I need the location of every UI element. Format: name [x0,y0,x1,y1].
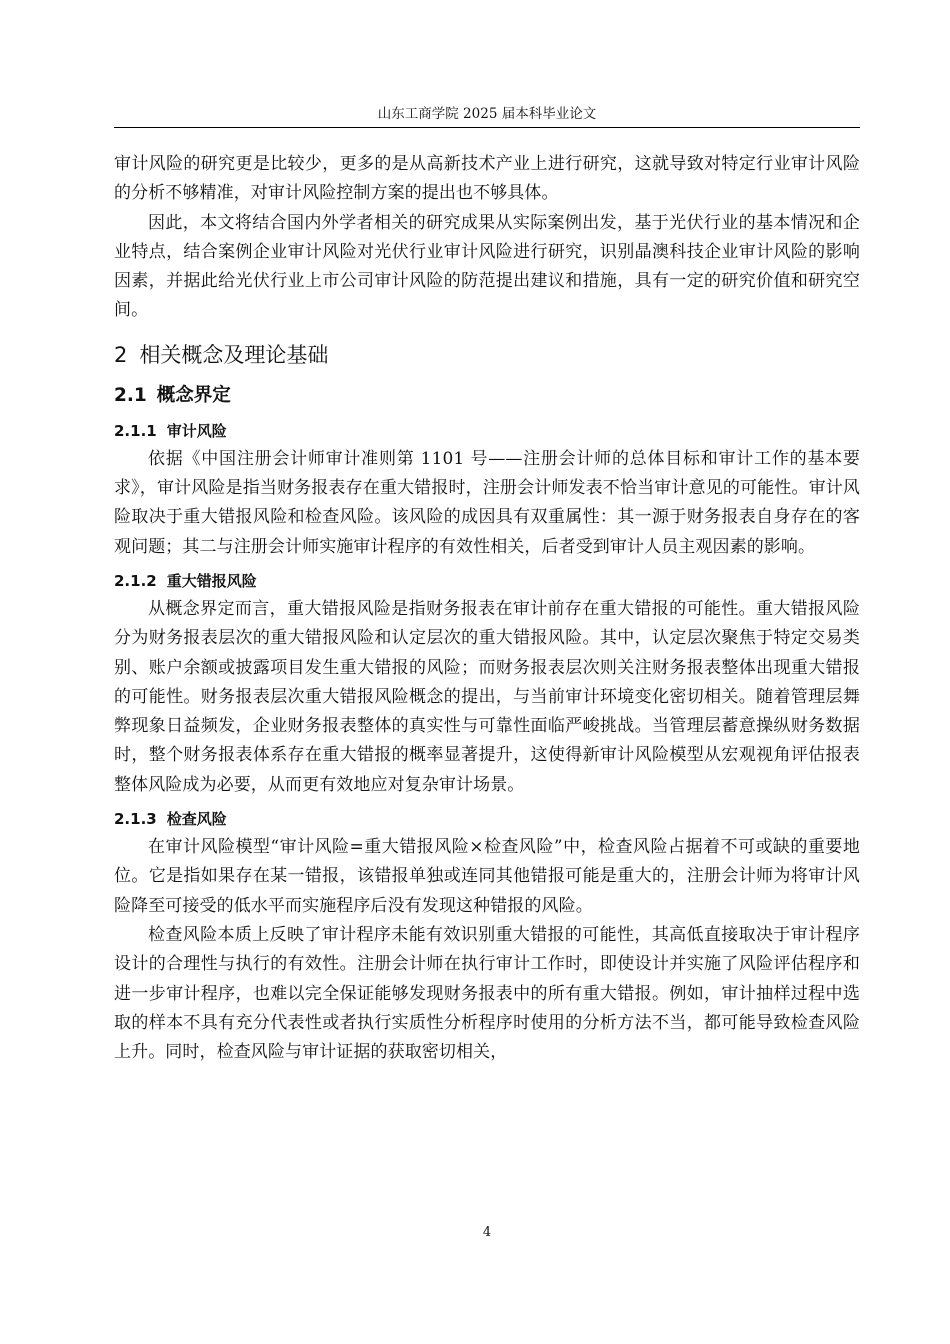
chapter-title: 相关概念及理论基础 [139,342,329,367]
page-body [114,150,860,1067]
body-paragraph: 检查风险本质上反映了审计程序未能有效识别重大错报的可能性，其高低直接取决于审计程序设计的合理性与执行的有效性。注册会计师在执行审计工作时，即使设计并实施了风险评估程序和进一步审计程序，也难以完全保证能够发现财务报表中的所有重大错报。例如，审计抽样过程中选取的样本不具有充分代表性或者执行实质性分析程序时使用的分析方法不当，都可能导致检查风险上升。同时，检查风险与审计证据的获取密切相关， [114,924,860,1063]
subsection-heading-audit-risk [114,418,860,445]
section-number: 2.1 [114,384,147,406]
body-paragraph-continued: 审计风险的研究更是比较少，更多的是从高新技术产业上进行研究，这就导致对特定行业审计风险的分析不够精准，对审计风险控制方案的提出也不够具体。 [114,154,860,204]
subsection-number: 2.1.2 [114,571,157,590]
body-paragraph: 依据《中国注册会计师审计准则第 1101 号——注册会计师的总体目标和审计工作的基本要求》，审计风险是指当财务报表存在重大错报时，注册会计师发表不恰当审计意见的可能性。审计风险取决于重大错报风险和检查风险。该风险的成因具有双重属性：其一源于财务报表自身存在的客观问题；其二与注册会计师实施审计程序的有效性相关，后者受到审计人员主观因素的影响。 [114,448,860,557]
body-paragraph: 从概念界定而言，重大错报风险是指财务报表在审计前存在重大错报的可能性。重大错报风险分为财务报表层次的重大错报风险和认定层次的重大错报风险。其中，认定层次聚焦于特定交易类别、账户余额或披露项目发生重大错报的风险；而财务报表层次则关注财务报表整体出现重大错报的可能性。财务报表层次重大错报风险概念的提出，与当前审计环境变化密切相关。随着管理层舞弊现象日益频发，企业财务报表整体的真实性与可靠性面临严峻挑战。当管理层蓄意操纵财务数据时，整个财务报表体系存在重大错报的概率显著提升，这使得新审计风险模型从宏观视角评估报表整体风险成为必要，从而更有效地应对复杂审计场景。 [114,598,860,795]
subsection-heading-detection-risk [114,806,860,833]
subsection-heading-material-misstatement [114,568,860,595]
body-paragraph: 在审计风险模型“审计风险=重大错报风险×检查风险”中，检查风险占据着不可或缺的重要地位。它是指如果存在某一错报，该错报单独或连同其他错报可能是重大的，注册会计师为将审计风险降至可接受的低水平而实施程序后没有发现这种错报的风险。 [114,837,860,916]
chapter-heading [114,338,860,372]
subsection-title: 重大错报风险 [166,571,257,590]
subsection-number: 2.1.1 [114,421,157,440]
subsection-number: 2.1.3 [114,810,157,829]
section-heading [114,380,860,412]
chapter-number: 2 [114,342,128,367]
page-number: 4 [482,1225,492,1240]
header-rule [114,127,860,128]
subsection-title: 检查风险 [166,810,227,829]
section-title: 概念界定 [156,384,231,406]
body-paragraph: 因此，本文将结合国内外学者相关的研究成果从实际案例出发，基于光伏行业的基本情况和企业特点，结合案例企业审计风险对光伏行业审计风险进行研究，识别晶澳科技企业审计风险的影响因素，并据此给光伏行业上市公司审计风险的防范提出建议和措施，具有一定的研究价值和研究空间。 [114,212,860,321]
subsection-title: 审计风险 [166,421,227,440]
running-header: 山东工商学院 2025 届本科毕业论文 [377,106,597,122]
